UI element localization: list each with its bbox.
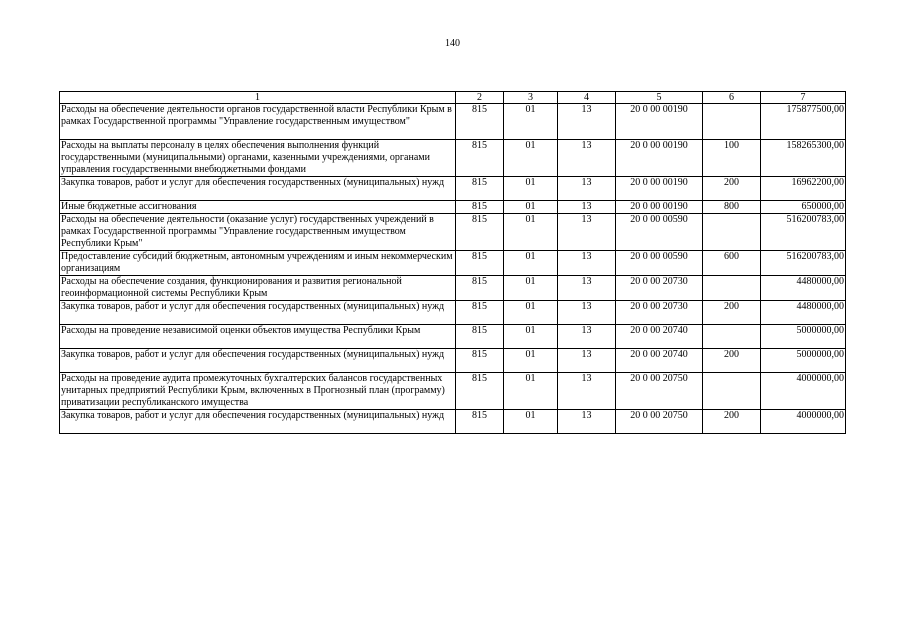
row-ministry-code: 815 [456, 325, 504, 349]
table-row [60, 214, 846, 251]
table-row [60, 140, 846, 177]
row-target-article: 20 0 00 20730 [616, 301, 703, 325]
row-subsection-code: 13 [558, 325, 616, 349]
row-expense-type [703, 276, 761, 301]
row-subsection-code: 13 [558, 104, 616, 140]
row-ministry-code: 815 [456, 201, 504, 214]
row-description: Расходы на обеспечение деятельности (оказание услуг) государственных учреждений в рамках Государственной программы "Управление государственным имуществом Республики Крым" [60, 214, 456, 251]
row-ministry-code: 815 [456, 349, 504, 373]
row-subsection-code: 13 [558, 251, 616, 276]
row-ministry-code: 815 [456, 140, 504, 177]
row-ministry-code: 815 [456, 276, 504, 301]
row-amount: 516200783,00 [761, 214, 846, 251]
row-expense-type [703, 104, 761, 140]
row-amount: 16962200,00 [761, 177, 846, 201]
row-target-article: 20 0 00 00590 [616, 214, 703, 251]
header-row [60, 92, 846, 104]
row-ministry-code: 815 [456, 104, 504, 140]
table-row [60, 177, 846, 201]
row-description: Расходы на проведение аудита промежуточных бухгалтерских балансов государственных унитарных предприятий Республики Крым, включенных в Прогнозный план (программу) приватизации республиканского имущества [60, 373, 456, 410]
header-col-4: 4 [558, 92, 616, 104]
row-subsection-code: 13 [558, 140, 616, 177]
row-ministry-code: 815 [456, 301, 504, 325]
row-expense-type [703, 325, 761, 349]
row-target-article: 20 0 00 00590 [616, 251, 703, 276]
row-amount: 4000000,00 [761, 410, 846, 434]
row-expense-type: 200 [703, 177, 761, 201]
row-target-article: 20 0 00 20750 [616, 410, 703, 434]
row-section-code: 01 [504, 251, 558, 276]
row-description: Закупка товаров, работ и услуг для обеспечения государственных (муниципальных) нужд [60, 349, 456, 373]
row-expense-type: 600 [703, 251, 761, 276]
row-amount: 4480000,00 [761, 276, 846, 301]
row-expense-type: 100 [703, 140, 761, 177]
row-subsection-code: 13 [558, 177, 616, 201]
row-subsection-code: 13 [558, 276, 616, 301]
table-body [60, 104, 846, 434]
page-number: 140 [445, 38, 460, 49]
row-description: Предоставление субсидий бюджетным, автономным учреждениям и иным некоммерческим организациям [60, 251, 456, 276]
row-ministry-code: 815 [456, 214, 504, 251]
table-row [60, 301, 846, 325]
row-section-code: 01 [504, 214, 558, 251]
row-ministry-code: 815 [456, 373, 504, 410]
row-section-code: 01 [504, 325, 558, 349]
row-description: Закупка товаров, работ и услуг для обеспечения государственных (муниципальных) нужд [60, 410, 456, 434]
row-section-code: 01 [504, 201, 558, 214]
row-description: Иные бюджетные ассигнования [60, 201, 456, 214]
table-row [60, 251, 846, 276]
row-target-article: 20 0 00 00190 [616, 104, 703, 140]
row-target-article: 20 0 00 20730 [616, 276, 703, 301]
row-section-code: 01 [504, 276, 558, 301]
table-row [60, 373, 846, 410]
table-header [60, 92, 846, 104]
row-description: Закупка товаров, работ и услуг для обеспечения государственных (муниципальных) нужд [60, 177, 456, 201]
row-section-code: 01 [504, 410, 558, 434]
row-subsection-code: 13 [558, 201, 616, 214]
row-section-code: 01 [504, 104, 558, 140]
row-subsection-code: 13 [558, 301, 616, 325]
row-amount: 5000000,00 [761, 325, 846, 349]
row-expense-type: 200 [703, 301, 761, 325]
row-ministry-code: 815 [456, 410, 504, 434]
row-description: Расходы на выплаты персоналу в целях обеспечения выполнения функций государственными (муниципальными) органами, казенными учреждениями, органами управления государственными внебюджетными фондами [60, 140, 456, 177]
budget-table [59, 91, 846, 434]
row-target-article: 20 0 00 00190 [616, 140, 703, 177]
row-amount: 5000000,00 [761, 349, 846, 373]
table-row [60, 104, 846, 140]
row-amount: 650000,00 [761, 201, 846, 214]
row-expense-type [703, 214, 761, 251]
header-col-6: 6 [703, 92, 761, 104]
row-description: Расходы на проведение независимой оценки объектов имущества Республики Крым [60, 325, 456, 349]
row-amount: 175877500,00 [761, 104, 846, 140]
row-subsection-code: 13 [558, 410, 616, 434]
table-row [60, 325, 846, 349]
row-expense-type: 200 [703, 410, 761, 434]
row-target-article: 20 0 00 20740 [616, 325, 703, 349]
row-section-code: 01 [504, 301, 558, 325]
row-target-article: 20 0 00 00190 [616, 177, 703, 201]
row-subsection-code: 13 [558, 214, 616, 251]
header-col-1: 1 [60, 92, 456, 104]
header-col-3: 3 [504, 92, 558, 104]
row-description: Закупка товаров, работ и услуг для обеспечения государственных (муниципальных) нужд [60, 301, 456, 325]
row-section-code: 01 [504, 177, 558, 201]
header-col-5: 5 [616, 92, 703, 104]
row-target-article: 20 0 00 20750 [616, 373, 703, 410]
row-amount: 158265300,00 [761, 140, 846, 177]
row-subsection-code: 13 [558, 373, 616, 410]
row-description: Расходы на обеспечение деятельности органов государственной власти Республики Крым в рамках Государственной программы "Управление государственным имуществом" [60, 104, 456, 140]
row-expense-type: 200 [703, 349, 761, 373]
row-amount: 4000000,00 [761, 373, 846, 410]
table-row [60, 276, 846, 301]
table-row [60, 410, 846, 434]
row-section-code: 01 [504, 373, 558, 410]
row-section-code: 01 [504, 349, 558, 373]
row-description: Расходы на обеспечение создания, функционирования и развития региональной геоинформационной системы Республики Крым [60, 276, 456, 301]
header-col-7: 7 [761, 92, 846, 104]
table-row [60, 349, 846, 373]
table-row [60, 201, 846, 214]
row-target-article: 20 0 00 20740 [616, 349, 703, 373]
header-col-2: 2 [456, 92, 504, 104]
row-amount: 516200783,00 [761, 251, 846, 276]
row-expense-type [703, 373, 761, 410]
row-target-article: 20 0 00 00190 [616, 201, 703, 214]
row-section-code: 01 [504, 140, 558, 177]
row-ministry-code: 815 [456, 251, 504, 276]
row-ministry-code: 815 [456, 177, 504, 201]
row-amount: 4480000,00 [761, 301, 846, 325]
row-subsection-code: 13 [558, 349, 616, 373]
row-expense-type: 800 [703, 201, 761, 214]
